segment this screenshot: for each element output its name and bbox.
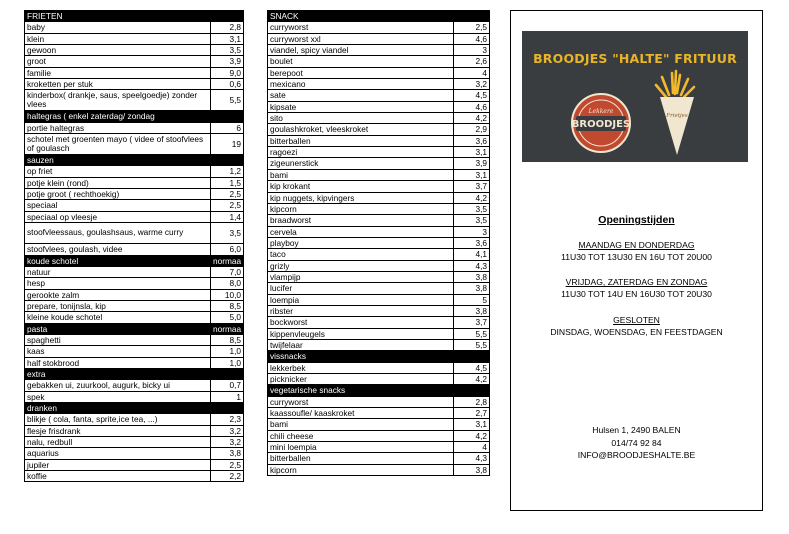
menu-item-row [25, 346, 244, 357]
menu-item-price: 3,6 [454, 135, 490, 146]
menu-item-name: lekkerbek [268, 362, 454, 373]
closed-label: GESLOTEN [613, 315, 660, 325]
menu-item-price: 2,2 [211, 471, 244, 482]
menu-item-price: 2,5 [211, 189, 244, 200]
menu-item-price: 0,7 [211, 380, 244, 391]
menu-item-row [25, 414, 244, 425]
menu-item-name: bockworst [268, 317, 454, 328]
menu-item-row [25, 211, 244, 222]
category-header-row [25, 368, 244, 379]
menu-item-name: nalu, redbull [25, 437, 211, 448]
category-header-label: haltegras ( enkel zaterdag/ zondag [25, 111, 211, 122]
menu-item-row [268, 192, 490, 203]
menu-item-name: stoofvlees, goulash, videe [25, 244, 211, 255]
menu-item-row [268, 328, 490, 339]
category-header-note [211, 111, 244, 122]
menu-item-price: 3,5 [211, 45, 244, 56]
menu-item-name: kipcorn [268, 464, 454, 475]
category-header-note [211, 368, 244, 379]
menu-item-price: 19 [211, 134, 244, 155]
menu-item-row [268, 396, 490, 407]
menu-item-row [268, 124, 490, 135]
menu-item-price: 3,1 [454, 419, 490, 430]
phone-number: 014/74 92 84 [611, 438, 662, 448]
menu-item-price: 1,4 [211, 211, 244, 222]
menu-item-name: speciaal [25, 200, 211, 211]
hours-days-label: VRIJDAG, ZATERDAG EN ZONDAG [565, 277, 708, 287]
menu-item-name: stoofvleessaus, goulashsaus, warme curry [25, 223, 211, 244]
menu-item-row [268, 430, 490, 441]
menu-item-row [268, 33, 490, 44]
menu-item-price: 3,8 [211, 448, 244, 459]
menu-item-row [268, 442, 490, 453]
menu-item-price: 3,8 [454, 271, 490, 282]
menu-item-price: 5,5 [211, 90, 244, 111]
menu-item-row [25, 391, 244, 402]
menu-item-price: 4,2 [454, 192, 490, 203]
menu-item-name: kaas [25, 346, 211, 357]
menu-item-name: schotel met groenten mayo ( videe of stoofvlees of goulasch [25, 134, 211, 155]
menu-item-row [268, 305, 490, 316]
category-header-row [268, 11, 490, 22]
menu-item-name: baby [25, 22, 211, 33]
menu-item-price: 0,6 [211, 79, 244, 90]
menu-item-price: 2,5 [211, 200, 244, 211]
menu-item-row [268, 67, 490, 78]
email-address: INFO@BROODJESHALTE.BE [577, 450, 696, 460]
closed-days: DINSDAG, WOENSDAG, EN FEESTDAGEN [550, 327, 723, 337]
menu-item-name: cervela [268, 226, 454, 237]
menu-item-price: 3,5 [454, 203, 490, 214]
menu-item-row [25, 56, 244, 67]
menu-item-name: sate [268, 90, 454, 101]
menu-item-name: groot [25, 56, 211, 67]
menu-item-name: boulet [268, 56, 454, 67]
menu-item-row [25, 134, 244, 155]
menu-item-price: 4,2 [454, 113, 490, 124]
menu-item-price: 4,6 [454, 101, 490, 112]
category-header-row [25, 402, 244, 413]
hours-time-value: 11U30 TOT 14U EN 16U30 TOT 20U30 [561, 289, 712, 299]
broodjes-badge-icon [572, 94, 630, 152]
menu-item-name: vlampijp [268, 271, 454, 282]
menu-item-name: kleine koude schotel [25, 312, 211, 323]
category-header-label: SNACK [268, 11, 454, 22]
menu-item-row [25, 189, 244, 200]
menu-item-price: 2,9 [454, 124, 490, 135]
category-header-label: pasta [25, 323, 211, 334]
snack-price-table [267, 10, 490, 476]
menu-item-row [25, 289, 244, 300]
menu-item-row [25, 79, 244, 90]
menu-item-name: mexicano [268, 79, 454, 90]
hours-days-label: MAANDAG EN DONDERDAG [578, 240, 695, 250]
menu-item-name: potje groot ( rechthoekig) [25, 189, 211, 200]
menu-item-name: goulashkroket, vleeskroket [268, 124, 454, 135]
menu-item-row [25, 334, 244, 345]
menu-item-name: kaassoufle/ kaaskroket [268, 408, 454, 419]
menu-item-price: 8,5 [211, 300, 244, 311]
category-header-note: normaa [211, 255, 244, 266]
menu-item-name: gerookte zalm [25, 289, 211, 300]
category-header-row [268, 385, 490, 396]
menu-item-price: 10,0 [211, 289, 244, 300]
menu-item-name: koffie [25, 471, 211, 482]
menu-item-name: flesje frisdrank [25, 425, 211, 436]
category-header-label: extra [25, 368, 211, 379]
menu-item-name: ragoezi [268, 147, 454, 158]
menu-item-price: 4 [454, 67, 490, 78]
menu-item-name: curryworst [268, 396, 454, 407]
menu-item-price: 3,9 [211, 56, 244, 67]
menu-item-name: picknicker [268, 374, 454, 385]
menu-item-price: 3,7 [454, 317, 490, 328]
menu-item-price: 1,0 [211, 346, 244, 357]
category-header-label: vegetarische snacks [268, 385, 454, 396]
frieten-price-table [24, 10, 244, 482]
menu-item-name: hesp [25, 278, 211, 289]
menu-item-price: 3,8 [454, 464, 490, 475]
menu-item-price: 6 [211, 122, 244, 133]
menu-item-row [268, 113, 490, 124]
menu-item-name: curryworst xxl [268, 33, 454, 44]
menu-item-price: 4,3 [454, 260, 490, 271]
menu-item-price: 2,3 [211, 414, 244, 425]
menu-item-row [25, 448, 244, 459]
menu-item-row [25, 425, 244, 436]
menu-item-name: prepare, tonijnsla, kip [25, 300, 211, 311]
menu-item-row [268, 56, 490, 67]
menu-item-row [268, 45, 490, 56]
menu-item-row [25, 278, 244, 289]
menu-item-price: 3,6 [454, 237, 490, 248]
menu-item-name: natuur [25, 266, 211, 277]
menu-item-name: potje klein (rond) [25, 177, 211, 188]
menu-item-name: sito [268, 113, 454, 124]
menu-item-name: kipsate [268, 101, 454, 112]
menu-item-name: portie haltegras [25, 122, 211, 133]
menu-item-name: half stokbrood [25, 357, 211, 368]
menu-item-row [268, 158, 490, 169]
category-header-note: normaa [211, 323, 244, 334]
logo-graphic [522, 31, 748, 162]
category-header-label: dranken [25, 402, 211, 413]
snack-table-body [268, 11, 490, 476]
menu-item-name: blikje ( cola, fanta, sprite,ice tea, ...) [25, 414, 211, 425]
menu-item-row [25, 200, 244, 211]
category-header-row [25, 111, 244, 122]
menu-item-name: taco [268, 249, 454, 260]
category-header-note [211, 155, 244, 166]
menu-item-row [25, 177, 244, 188]
menu-item-row [25, 45, 244, 56]
menu-item-name: speciaal op vleesje [25, 211, 211, 222]
fries-cone-icon [656, 71, 694, 155]
address: Hulsen 1, 2490 BALEN [592, 425, 681, 435]
menu-item-name: bitterballen [268, 453, 454, 464]
menu-item-row [268, 419, 490, 430]
menu-item-price: 8,0 [211, 278, 244, 289]
svg-text:BROODJES: BROODJES [571, 119, 631, 130]
menu-item-name: grizly [268, 260, 454, 271]
menu-item-name: klein [25, 33, 211, 44]
menu-item-price: 8,5 [211, 334, 244, 345]
menu-item-row [268, 408, 490, 419]
menu-item-price: 4,2 [454, 430, 490, 441]
category-header-label: sauzen [25, 155, 211, 166]
category-header-row [25, 255, 244, 266]
menu-item-row [268, 169, 490, 180]
menu-item-name: kinderbox( drankje, saus, speelgoedje) zonder vlees [25, 90, 211, 111]
menu-item-name: chili cheese [268, 430, 454, 441]
menu-item-price: 3,2 [454, 79, 490, 90]
menu-item-price: 4,1 [454, 249, 490, 260]
menu-item-name: zigeunerstick [268, 158, 454, 169]
menu-item-row [268, 181, 490, 192]
menu-item-row [268, 249, 490, 260]
opening-hours-title: Openingstijden [598, 214, 675, 226]
menu-item-row [268, 22, 490, 33]
category-header-note [211, 402, 244, 413]
category-header-label: vissnacks [268, 351, 454, 362]
menu-item-price: 2,8 [211, 22, 244, 33]
menu-item-price: 7,0 [211, 266, 244, 277]
menu-item-row [25, 437, 244, 448]
category-header-note [454, 385, 490, 396]
menu-item-row [268, 147, 490, 158]
menu-item-price: 3 [454, 226, 490, 237]
menu-item-row [25, 266, 244, 277]
menu-item-name: kipcorn [268, 203, 454, 214]
menu-item-price: 3,7 [454, 181, 490, 192]
menu-item-price: 1 [211, 391, 244, 402]
menu-item-row [268, 339, 490, 350]
menu-item-price: 3,5 [454, 215, 490, 226]
menu-item-name: familie [25, 67, 211, 78]
menu-item-name: viandel, spicy viandel [268, 45, 454, 56]
menu-item-price: 6,0 [211, 244, 244, 255]
menu-item-row [25, 244, 244, 255]
menu-item-price: 3,1 [211, 33, 244, 44]
menu-item-name: bitterballen [268, 135, 454, 146]
info-panel [510, 10, 763, 511]
menu-item-name: ribster [268, 305, 454, 316]
menu-item-row [25, 300, 244, 311]
menu-item-name: jupiler [25, 459, 211, 470]
menu-item-row [268, 294, 490, 305]
menu-item-price: 1,5 [211, 177, 244, 188]
logo-title: BROODJES "HALTE" FRITUUR [533, 51, 737, 66]
menu-item-name: gebakken ui, zuurkool, augurk, bicky ui [25, 380, 211, 391]
menu-item-row [268, 464, 490, 475]
menu-item-name: twijfelaar [268, 339, 454, 350]
menu-item-row [268, 283, 490, 294]
category-header-label: koude schotel [25, 255, 211, 266]
menu-item-row [268, 135, 490, 146]
menu-item-name: bami [268, 169, 454, 180]
category-header-row [268, 351, 490, 362]
menu-item-price: 2,5 [211, 459, 244, 470]
menu-item-row [25, 122, 244, 133]
category-header-note [454, 11, 490, 22]
menu-item-price: 5,5 [454, 339, 490, 350]
menu-item-name: kip nuggets, kipvingers [268, 192, 454, 203]
svg-text:Lekkere: Lekkere [588, 108, 614, 115]
menu-item-row [25, 223, 244, 244]
menu-item-name: spaghetti [25, 334, 211, 345]
menu-item-price: 4,5 [454, 362, 490, 373]
menu-item-price: 1,2 [211, 166, 244, 177]
menu-item-row [268, 226, 490, 237]
menu-item-price: 3,5 [211, 223, 244, 244]
menu-item-price: 3,8 [454, 305, 490, 316]
menu-item-row [25, 459, 244, 470]
menu-item-name: aquarius [25, 448, 211, 459]
menu-item-row [268, 90, 490, 101]
logo-banner [522, 31, 748, 162]
menu-item-row [268, 317, 490, 328]
menu-item-price: 4,5 [454, 90, 490, 101]
menu-item-name: op friet [25, 166, 211, 177]
menu-item-price: 5,5 [454, 328, 490, 339]
category-header-row [25, 155, 244, 166]
menu-item-price: 9,0 [211, 67, 244, 78]
menu-item-price: 4,3 [454, 453, 490, 464]
menu-item-name: playboy [268, 237, 454, 248]
menu-item-price: 2,5 [454, 22, 490, 33]
menu-item-price: 2,6 [454, 56, 490, 67]
menu-item-name: curryworst [268, 22, 454, 33]
menu-item-row [268, 237, 490, 248]
menu-item-row [268, 271, 490, 282]
menu-item-row [268, 79, 490, 90]
menu-item-name: spek [25, 391, 211, 402]
menu-item-name: mini loempia [268, 442, 454, 453]
menu-item-name: loempia [268, 294, 454, 305]
menu-item-row [25, 380, 244, 391]
menu-item-row [268, 101, 490, 112]
hours-time-value: 11U30 TOT 13U30 EN 16U TOT 20U00 [561, 252, 712, 262]
menu-item-row [25, 22, 244, 33]
menu-item-name: berepoot [268, 67, 454, 78]
menu-item-row [25, 166, 244, 177]
menu-item-row [25, 357, 244, 368]
menu-item-name: gewoon [25, 45, 211, 56]
menu-item-price: 3,2 [211, 425, 244, 436]
menu-item-row [268, 260, 490, 271]
menu-item-price: 2,8 [454, 396, 490, 407]
menu-item-row [268, 215, 490, 226]
category-header-row [25, 323, 244, 334]
menu-item-row [25, 33, 244, 44]
menu-item-price: 3,2 [211, 437, 244, 448]
menu-item-price: 3,1 [454, 169, 490, 180]
category-header-note [211, 11, 244, 22]
menu-item-name: kippenvleugels [268, 328, 454, 339]
menu-item-price: 3,8 [454, 283, 490, 294]
frieten-table-body [25, 11, 244, 482]
menu-item-row [268, 203, 490, 214]
svg-text:Frietjes: Frietjes [666, 113, 688, 119]
menu-item-price: 5,0 [211, 312, 244, 323]
menu-item-price: 3,1 [454, 147, 490, 158]
menu-item-price: 1,0 [211, 357, 244, 368]
menu-item-row [25, 67, 244, 78]
menu-item-row [25, 471, 244, 482]
menu-item-price: 4,2 [454, 374, 490, 385]
category-header-row [25, 11, 244, 22]
menu-item-name: kroketten per stuk [25, 79, 211, 90]
menu-item-price: 4 [454, 442, 490, 453]
menu-item-name: kip krokant [268, 181, 454, 192]
menu-item-name: lucifer [268, 283, 454, 294]
menu-item-price: 5 [454, 294, 490, 305]
menu-item-name: braadworst [268, 215, 454, 226]
menu-item-price: 2,7 [454, 408, 490, 419]
menu-item-price: 3,9 [454, 158, 490, 169]
category-header-label: FRIETEN [25, 11, 211, 22]
menu-item-price: 3 [454, 45, 490, 56]
menu-item-name: bami [268, 419, 454, 430]
menu-item-row [268, 374, 490, 385]
menu-item-row [25, 312, 244, 323]
menu-item-row [268, 362, 490, 373]
category-header-note [454, 351, 490, 362]
menu-item-row [268, 453, 490, 464]
menu-item-row [25, 90, 244, 111]
menu-item-price: 4,6 [454, 33, 490, 44]
